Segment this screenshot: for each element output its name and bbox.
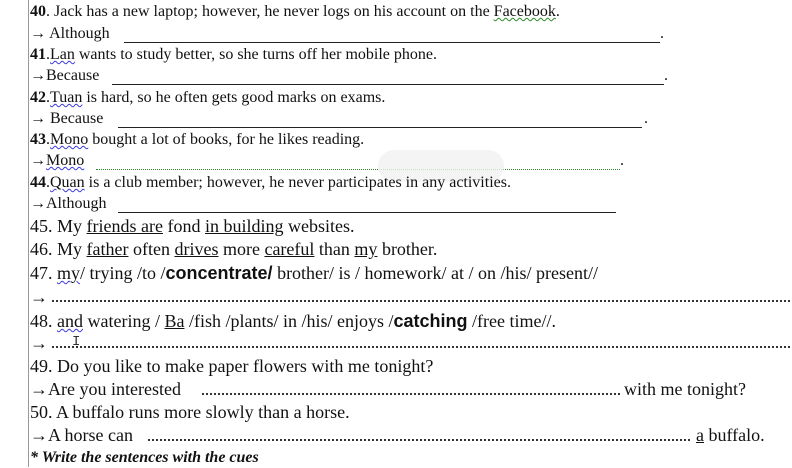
q40-answer-end: . <box>660 25 664 42</box>
q45-part-a: 45. My <box>30 216 87 236</box>
q47 <box>30 263 598 283</box>
arrow-icon: → <box>30 195 46 212</box>
q50-prefix: A horse can <box>48 425 133 445</box>
q47-word-1: my <box>57 263 81 283</box>
text-cursor-icon: I <box>72 334 81 350</box>
q42-answer-line[interactable] <box>118 127 642 128</box>
arrow-icon: → <box>30 152 46 169</box>
q46-part-b: often <box>128 239 175 259</box>
q44-text: is a club member; however, he never participates in any activities. <box>84 174 511 191</box>
q46-part-d: than <box>314 239 355 259</box>
q47-bold-word: concentrate/ <box>165 263 273 283</box>
q43-stem <box>30 130 364 150</box>
q49-prefix: Are you interested <box>48 379 181 399</box>
q49-answer <box>30 379 181 399</box>
q48-underlined-1: Ba <box>164 311 185 331</box>
q41-pre: . <box>46 46 50 63</box>
arrow-icon: → <box>30 379 48 399</box>
q43-answer-end: . <box>620 152 624 169</box>
q42-answer-end: . <box>644 110 648 127</box>
q40-word: Facebook <box>493 3 556 20</box>
q44-answer <box>30 194 106 214</box>
q42-stem <box>30 88 385 108</box>
q41-answer <box>30 66 99 86</box>
q42-name: Tuan <box>50 89 83 106</box>
q44-number: 44 <box>30 174 46 191</box>
arrow-icon: → <box>30 110 46 127</box>
arrow-icon: → <box>30 287 48 307</box>
q40-answer <box>30 24 110 44</box>
q43-prefix: Mono <box>46 152 85 169</box>
q46-part-e: brother. <box>377 239 438 259</box>
q50-answer-line[interactable] <box>148 439 690 441</box>
q48-answer-line[interactable] <box>52 346 790 348</box>
q45-part-c: websites. <box>283 216 355 236</box>
q43-name: Mono <box>50 131 89 148</box>
q50-article: a <box>696 425 704 445</box>
q41-prefix: Because <box>46 67 100 84</box>
arrow-icon: → <box>30 25 46 42</box>
q46-underlined-2: drives <box>174 239 219 259</box>
q45-part-b: fond <box>162 216 205 236</box>
q50-end-text: buffalo. <box>704 425 765 445</box>
q46-underlined-1: father <box>86 239 129 259</box>
q45-underlined-2: in building <box>204 216 284 236</box>
q40-text: . Jack has a new laptop; however, he never logs on his account on the <box>46 3 494 20</box>
q48 <box>30 311 556 331</box>
q44-stem <box>30 173 511 193</box>
q40-stem <box>30 2 560 22</box>
q44-answer-line[interactable] <box>118 212 616 213</box>
q46 <box>30 239 437 259</box>
q48-part-b: watering / <box>83 311 165 331</box>
q40-end: . <box>555 3 560 20</box>
q47-answer-line[interactable] <box>52 300 790 302</box>
q41-answer-line[interactable] <box>112 84 664 85</box>
q48-answer <box>30 333 48 353</box>
q43-answer-line[interactable] <box>96 169 620 170</box>
q48-part-c: /fish /plants/ in /his/ enjoys / <box>184 311 394 331</box>
q49-answer-line[interactable] <box>202 393 620 395</box>
q48-part-a: 48. <box>30 311 57 331</box>
margin-line <box>28 0 29 467</box>
q46-underlined-4: my <box>354 239 378 259</box>
q42-pre: . <box>46 89 50 106</box>
q48-part-d: /free time//. <box>467 311 556 331</box>
q50-answer <box>30 425 133 445</box>
q43-text: bought a lot of books, for he likes reading. <box>88 131 365 148</box>
arrow-icon: → <box>30 67 46 84</box>
q47-part-a: 47. <box>30 263 57 283</box>
q46-part-a: 46. My <box>30 239 87 259</box>
q40-answer-line[interactable] <box>124 42 660 43</box>
q45 <box>30 216 355 236</box>
q46-part-c: more <box>218 239 265 259</box>
arrow-icon: → <box>30 333 48 353</box>
section-heading: * Write the sentences with the cues <box>30 449 259 466</box>
q50-answer-end <box>696 425 765 445</box>
q40-prefix: Although <box>49 25 110 42</box>
q46-underlined-3: careful <box>264 239 315 259</box>
q47-part-c: brother/ is / homework/ at / on /his/ present// <box>272 263 599 283</box>
q43-answer <box>30 151 84 171</box>
q50-stem: 50. A buffalo runs more slowly than a horse. <box>30 402 350 422</box>
q47-answer <box>30 287 48 307</box>
q42-answer <box>30 109 103 129</box>
q42-text: is hard, so he often gets good marks on exams. <box>82 89 386 106</box>
q42-number: 42 <box>30 89 46 106</box>
q41-answer-end: . <box>664 67 668 84</box>
q43-number: 43 <box>30 131 46 148</box>
q44-pre: . <box>46 174 50 191</box>
q41-number: 41 <box>30 46 46 63</box>
q44-name: Quan <box>50 174 85 191</box>
q43-pre: . <box>46 131 50 148</box>
q48-word-1: and <box>57 311 83 331</box>
arrow-icon: → <box>30 425 48 445</box>
q45-underlined-1: friends are <box>86 216 163 236</box>
q48-bold-word: catching <box>393 311 468 331</box>
q41-stem <box>30 45 437 65</box>
q44-prefix: Although <box>46 195 107 212</box>
q42-prefix: Because <box>50 110 104 127</box>
q41-text: wants to study better, so she turns off her mobile phone. <box>74 46 437 63</box>
q49-stem: 49. Do you like to make paper flowers with me tonight? <box>30 356 434 376</box>
q41-name: Lan <box>50 46 75 63</box>
q47-part-b: / trying /to / <box>80 263 166 283</box>
q40-number: 40 <box>30 3 46 20</box>
q49-answer-end: with me tonight? <box>624 379 746 399</box>
